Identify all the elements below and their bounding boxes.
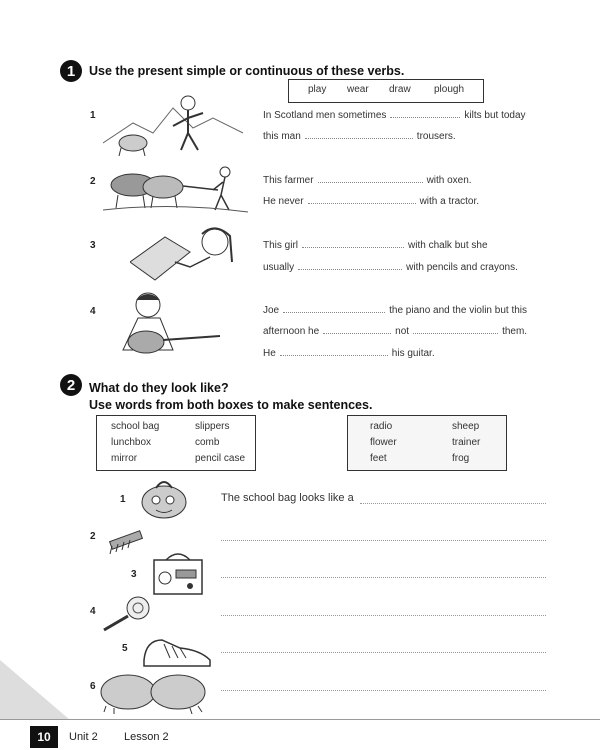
answer-blank[interactable]	[283, 311, 385, 313]
unit-label: Unit 2	[69, 731, 98, 743]
exercise-2-instruction-2: Use words from both boxes to make sentences.	[89, 398, 373, 412]
verb-play: play	[308, 84, 327, 95]
word-pencil-case: pencil case	[195, 453, 246, 464]
verb-draw: draw	[389, 84, 411, 95]
writing-line[interactable]	[221, 652, 546, 653]
boy-playing-guitar-illustration	[108, 290, 224, 362]
word-sheep: sheep	[452, 421, 480, 432]
writing-line[interactable]	[221, 577, 546, 578]
exercise-1-instruction: Use the present simple or continuous of these verbs.	[89, 64, 405, 78]
ex1-item3-line2: usually with pencils and crayons.	[263, 262, 518, 273]
slipper-trainer-illustration	[140, 630, 214, 670]
ex1-item1-line2: this man trousers.	[263, 131, 456, 142]
word-slippers: slippers	[195, 421, 230, 432]
writing-line[interactable]	[360, 503, 546, 504]
word-frog: frog	[452, 453, 470, 464]
answer-blank[interactable]	[308, 202, 416, 204]
exercise-1-number: 1	[60, 60, 82, 82]
ex1-item4-line3: He his guitar.	[263, 348, 435, 359]
answer-blank[interactable]	[413, 332, 498, 334]
word-radio: radio	[370, 421, 393, 432]
verb-wear: wear	[347, 84, 369, 95]
word-comb: comb	[195, 437, 220, 448]
writing-line[interactable]	[221, 540, 546, 541]
ex2-item-number: 3	[131, 569, 137, 580]
pencil-case-feet-illustration	[98, 670, 206, 714]
farmer-ploughing-illustration	[103, 160, 248, 218]
ex1-item1-line1: In Scotland men sometimes kilts but today	[263, 110, 526, 121]
word-school-bag: school bag	[111, 421, 160, 432]
corner-decoration	[0, 660, 70, 720]
comb-illustration	[102, 528, 152, 558]
answer-blank[interactable]	[302, 246, 404, 248]
nouns-box-2	[347, 415, 507, 471]
lunchbox-radio-illustration	[150, 548, 206, 598]
answer-blank[interactable]	[305, 137, 413, 139]
ex2-item-number: 6	[90, 681, 96, 692]
answer-blank[interactable]	[318, 181, 423, 183]
word-lunchbox: lunchbox	[111, 437, 152, 448]
ex2-item-number: 1	[120, 494, 126, 505]
page-number: 10	[30, 726, 58, 748]
example-sentence: The school bag looks like a	[221, 492, 354, 504]
verb-box	[288, 79, 484, 103]
exercise-2-instruction-1: What do they look like?	[89, 381, 229, 395]
answer-blank[interactable]	[298, 268, 402, 270]
ex1-item-number: 1	[90, 110, 96, 121]
ex1-item3-line1: This girl with chalk but she	[263, 240, 488, 251]
writing-line[interactable]	[221, 690, 546, 691]
ex1-item4-line1: Joe the piano and the violin but this	[263, 305, 528, 316]
girl-drawing-illustration	[130, 222, 242, 284]
word-mirror: mirror	[111, 453, 138, 464]
ex2-item-number: 2	[90, 531, 96, 542]
man-in-kilt-illustration	[103, 88, 248, 158]
word-flower: flower	[370, 437, 397, 448]
ex1-item4-line2: afternoon he not them.	[263, 326, 528, 337]
ex1-item-number: 2	[90, 176, 96, 187]
answer-blank[interactable]	[280, 354, 388, 356]
nouns-box-1	[96, 415, 256, 471]
word-trainer: trainer	[452, 437, 481, 448]
writing-line[interactable]	[221, 615, 546, 616]
lesson-label: Lesson 2	[124, 731, 169, 743]
ex1-item2-line1: This farmer with oxen.	[263, 175, 472, 186]
verb-plough: plough	[434, 84, 465, 95]
footer-divider	[0, 719, 600, 720]
ex1-item2-line2: He never with a tractor.	[263, 196, 480, 207]
school-bag-sheep-illustration	[136, 476, 192, 522]
mirror-flower-illustration	[98, 594, 160, 634]
answer-blank[interactable]	[390, 116, 460, 118]
ex1-item-number: 3	[90, 240, 96, 251]
ex2-item-number: 4	[90, 606, 96, 617]
answer-blank[interactable]	[323, 332, 391, 334]
ex1-item-number: 4	[90, 306, 96, 317]
word-feet: feet	[370, 453, 387, 464]
exercise-2-number: 2	[60, 374, 82, 396]
ex2-item-number: 5	[122, 643, 128, 654]
